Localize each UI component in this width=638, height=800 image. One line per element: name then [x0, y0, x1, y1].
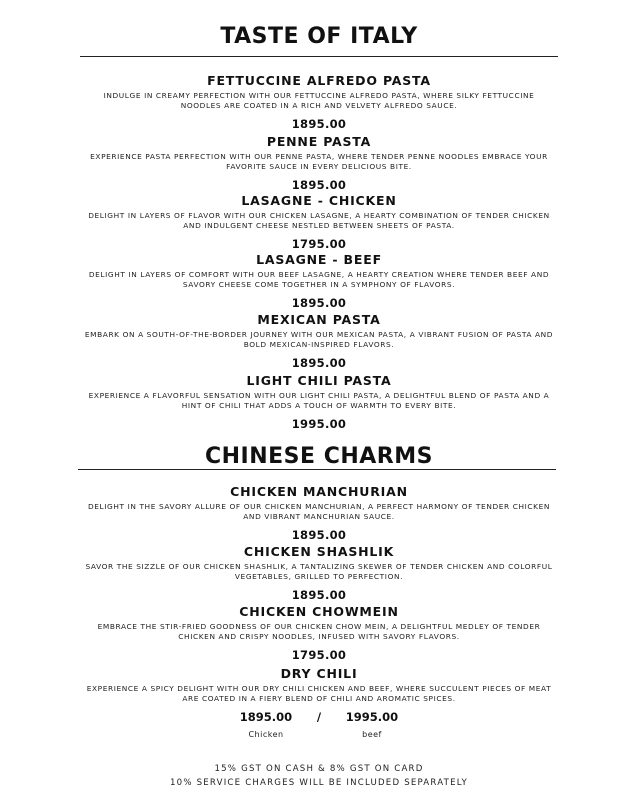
- menu-item: [60, 73, 578, 131]
- item-price: 1895.00: [291, 178, 347, 192]
- item-name: LIGHT CHILI PASTA: [246, 373, 392, 388]
- menu-item: [60, 373, 578, 431]
- item-name: FETTUCCINE ALFREDO PASTA: [207, 73, 431, 88]
- item-name: CHICKEN SHASHLIK: [243, 544, 395, 559]
- item-name: LASAGNE - CHICKEN: [241, 193, 397, 208]
- menu-item: [60, 252, 578, 310]
- item-name: DRY CHILI: [280, 666, 358, 681]
- item-name: CHICKEN MANCHURIAN: [230, 484, 408, 499]
- item-description: INDULGE IN CREAMY PERFECTION WITH OUR FETTUCCINE ALFREDO PASTA, WHERE SILKY FETTUCCINE NOODLES ARE COATED IN A RICH AND VELVETY ALFREDO SAUCE.: [103, 91, 535, 110]
- item-description: EMBRACE THE STIR-FRIED GOODNESS OF OUR CHICKEN CHOW MEIN, A DELIGHTFUL MEDLEY OF TENDER CHICKEN AND CRISPY NOODLES, INFUSED WITH SAVORY FLAVORS.: [97, 622, 541, 641]
- item-price: 1895.00: [291, 356, 347, 370]
- item-name: MEXICAN PASTA: [257, 312, 381, 327]
- item-description: EXPERIENCE A SPICY DELIGHT WITH OUR DRY CHILI CHICKEN AND BEEF, WHERE SUCCULENT PIECES OF MEAT ARE COATED IN A FIERY BLEND OF CHILI AND AROMATIC SPICES.: [86, 684, 552, 703]
- price-label: Chicken: [248, 730, 284, 739]
- item-name: PENNE PASTA: [266, 134, 372, 149]
- menu-item: [60, 544, 578, 602]
- item-name: LASAGNE - BEEF: [256, 252, 382, 267]
- item-price: 1895.00: [291, 117, 347, 131]
- price-separator: /: [316, 710, 322, 724]
- menu-item: [60, 193, 578, 251]
- item-description: DELIGHT IN THE SAVORY ALLURE OF OUR CHICKEN MANCHURIAN, A PERFECT HARMONY OF TENDER CHICKEN AND VIBRANT MANCHURIAN SAUCE.: [87, 502, 550, 521]
- section-divider: [80, 56, 558, 57]
- item-price: 1895.00: [239, 710, 293, 724]
- price-option-beef: [337, 710, 407, 741]
- footer-service-note: 10% SERVICE CHARGES WILL BE INCLUDED SEPARATELY: [170, 778, 468, 788]
- item-description: EMBARK ON A SOUTH-OF-THE-BORDER JOURNEY WITH OUR MEXICAN PASTA, A VIBRANT FUSION OF PASTA AND BOLD MEXICAN-INSPIRED FLAVORS.: [84, 330, 554, 349]
- item-price: 1995.00: [291, 417, 347, 431]
- menu-item: [60, 484, 578, 542]
- item-price: 1995.00: [345, 710, 399, 724]
- item-price: 1795.00: [291, 237, 347, 251]
- price-label: beef: [362, 730, 382, 739]
- item-price: 1895.00: [291, 588, 347, 602]
- item-description: DELIGHT IN LAYERS OF FLAVOR WITH OUR CHICKEN LASAGNE, A HEARTY COMBINATION OF TENDER CHICKEN AND INDULGENT CHEESE NESTLED BETWEEN SHEETS OF PASTA.: [88, 211, 550, 230]
- footer-tax-note: 15% GST ON CASH & 8% GST ON CARD: [214, 764, 424, 774]
- item-price: 1895.00: [291, 528, 347, 542]
- item-description: SAVOR THE SIZZLE OF OUR CHICKEN SHASHLIK, A TANTALIZING SKEWER OF TENDER CHICKEN AND COLORFUL VEGETABLES, GRILLED TO PERFECTION.: [85, 562, 553, 581]
- section-title-italy: TASTE OF ITALY: [220, 24, 418, 49]
- item-price: 1795.00: [291, 648, 347, 662]
- menu-item: [60, 666, 578, 741]
- item-name: CHICKEN CHOWMEIN: [239, 604, 399, 619]
- menu-item: [60, 134, 578, 192]
- price-option-chicken: [231, 710, 301, 741]
- item-price: 1895.00: [291, 296, 347, 310]
- section-title-chinese: CHINESE CHARMS: [205, 444, 433, 469]
- item-description: EXPERIENCE A FLAVORFUL SENSATION WITH OUR LIGHT CHILI PASTA, A DELIGHTFUL BLEND OF PASTA AND A HINT OF CHILI THAT ADDS A TOUCH OF WARMTH TO EVERY BITE.: [88, 391, 550, 410]
- item-description: EXPERIENCE PASTA PERFECTION WITH OUR PENNE PASTA, WHERE TENDER PENNE NOODLES EMBRACE YOUR FAVORITE SAUCE IN EVERY DELICIOUS BITE.: [90, 152, 548, 171]
- menu-item: [60, 312, 578, 370]
- menu-item: [60, 604, 578, 662]
- price-pair: [60, 710, 578, 741]
- item-description: DELIGHT IN LAYERS OF COMFORT WITH OUR BEEF LASAGNE, A HEARTY CREATION WHERE TENDER BEEF AND SAVORY CHEESE COME TOGETHER IN A SYMPHONY OF FLAVORS.: [88, 270, 550, 289]
- section-divider: [78, 469, 556, 470]
